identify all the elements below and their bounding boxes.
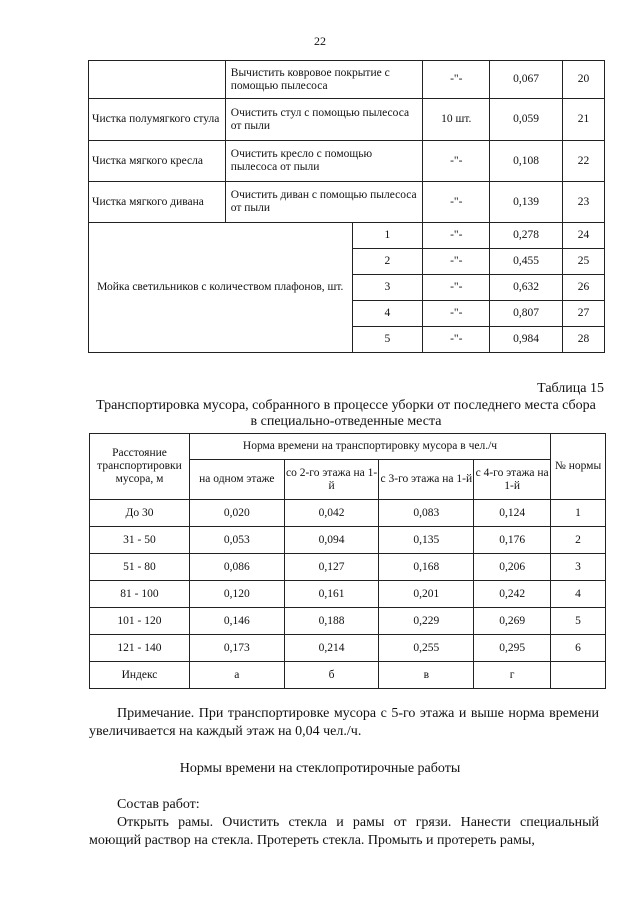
value-cell: 0,120: [189, 581, 284, 608]
table-row: [90, 608, 606, 635]
value-cell: 0,067: [490, 61, 563, 99]
norm-number-cell: 23: [563, 182, 605, 223]
value-cell: 0,053: [189, 527, 284, 554]
value-cell: 0,455: [490, 249, 563, 275]
unit-cell: 10 шт.: [423, 99, 490, 141]
value-cell: 0,124: [474, 500, 551, 527]
index-cell: б: [284, 662, 379, 689]
unit-cell: -"-: [423, 327, 490, 353]
composition-text: Открыть рамы. Очистить стекла и рамы от грязи. Нанести специальный моющий раствор на стекла. Протереть стекла. Промыть и протереть рамы,: [89, 815, 599, 848]
value-cell: 0,083: [379, 500, 474, 527]
table-row: [90, 554, 606, 581]
value-cell: 0,173: [189, 635, 284, 662]
norm-number-cell: 26: [563, 275, 605, 301]
distance-cell: 121 - 140: [90, 635, 190, 662]
value-cell: 0,214: [284, 635, 379, 662]
count-cell: 5: [352, 327, 423, 353]
index-row: [90, 662, 606, 689]
index-cell: в: [379, 662, 474, 689]
work-cell: [89, 61, 226, 99]
table-row: [90, 500, 606, 527]
table-row: [89, 223, 605, 249]
distance-cell: До 30: [90, 500, 190, 527]
distance-cell: 101 - 120: [90, 608, 190, 635]
work-cell: Чистка мягкого кресла: [89, 141, 226, 182]
operation-cell: Очистить кресло с помощью пылесоса от пыли: [225, 141, 423, 182]
norm-number-cell: 28: [563, 327, 605, 353]
operation-cell: Очистить диван с помощью пылесоса от пыли: [225, 182, 423, 223]
unit-cell: -"-: [423, 182, 490, 223]
index-cell: г: [474, 662, 551, 689]
work-composition: [89, 796, 599, 850]
unit-cell: -"-: [423, 275, 490, 301]
index-cell: а: [189, 662, 284, 689]
table-row: [90, 527, 606, 554]
value-cell: 0,168: [379, 554, 474, 581]
value-cell: 0,206: [474, 554, 551, 581]
composition-title: Состав работ:: [117, 797, 200, 812]
value-cell: 0,139: [490, 182, 563, 223]
table15-title: Транспортировка мусора, собранного в процессе уборки от последнего места сбора в специально-отведенные места: [96, 398, 596, 429]
unit-cell: -"-: [423, 249, 490, 275]
section-title: Нормы времени на стеклопротирочные работы: [179, 761, 461, 776]
garbage-transport-table: [89, 433, 606, 689]
norm-number-cell: 1: [551, 500, 606, 527]
index-label: Индекс: [90, 662, 190, 689]
value-cell: 0,042: [284, 500, 379, 527]
count-cell: 3: [352, 275, 423, 301]
count-cell: 1: [352, 223, 423, 249]
value-cell: 0,269: [474, 608, 551, 635]
value-cell: 0,108: [490, 141, 563, 182]
table-row: [89, 61, 605, 99]
norm-number-cell: 21: [563, 99, 605, 141]
norm-number-cell: 4: [551, 581, 606, 608]
value-cell: 0,295: [474, 635, 551, 662]
header-row: [90, 434, 606, 460]
distance-header: Расстояние транспортировки мусора, м: [90, 434, 190, 500]
note-text: Примечание. При транспортировке мусора с 5-го этажа и выше норма времени увеличивается на каждый этаж на 0,04 чел./ч.: [89, 706, 599, 739]
table-row: [89, 182, 605, 223]
subheader-cell: с 4-го этажа на 1-й: [474, 460, 551, 500]
subheader-cell: с 3-го этажа на 1-й: [379, 460, 474, 500]
norm-header: Норма времени на транспортировку мусора в чел./ч: [189, 434, 550, 460]
operation-cell: Очистить стул с помощью пылесоса от пыли: [225, 99, 423, 141]
value-cell: 0,229: [379, 608, 474, 635]
distance-cell: 31 - 50: [90, 527, 190, 554]
distance-cell: 81 - 100: [90, 581, 190, 608]
operation-cell: Вычистить ковровое покрытие с помощью пылесоса: [225, 61, 423, 99]
unit-cell: -"-: [423, 223, 490, 249]
count-cell: 4: [352, 301, 423, 327]
value-cell: 0,255: [379, 635, 474, 662]
value-cell: 0,201: [379, 581, 474, 608]
value-cell: 0,632: [490, 275, 563, 301]
norm-number-cell: 27: [563, 301, 605, 327]
index-cell-empty: [551, 662, 606, 689]
table15-label: Таблица 15: [537, 381, 604, 396]
value-cell: 0,094: [284, 527, 379, 554]
table-row: [90, 581, 606, 608]
norm-number-cell: 5: [551, 608, 606, 635]
lamp-washing-cell: Мойка светильников с количеством плафонов, шт.: [89, 223, 353, 353]
unit-cell: -"-: [423, 141, 490, 182]
norm-number-cell: 6: [551, 635, 606, 662]
value-cell: 0,146: [189, 608, 284, 635]
note: [89, 705, 599, 741]
value-cell: 0,176: [474, 527, 551, 554]
value-cell: 0,807: [490, 301, 563, 327]
value-cell: 0,242: [474, 581, 551, 608]
work-cell: Чистка полумягкого стула: [89, 99, 226, 141]
table-row: [89, 141, 605, 182]
count-cell: 2: [352, 249, 423, 275]
norm-number-cell: 3: [551, 554, 606, 581]
value-cell: 0,278: [490, 223, 563, 249]
norm-number-cell: 20: [563, 61, 605, 99]
value-cell: 0,984: [490, 327, 563, 353]
norm-number-cell: 22: [563, 141, 605, 182]
norm-number-cell: 25: [563, 249, 605, 275]
norm-number-header: № нормы: [551, 434, 606, 500]
subheader-cell: со 2-го этажа на 1-й: [284, 460, 379, 500]
value-cell: 0,127: [284, 554, 379, 581]
table-row: [90, 635, 606, 662]
norm-number-cell: 2: [551, 527, 606, 554]
value-cell: 0,059: [490, 99, 563, 141]
unit-cell: -"-: [423, 301, 490, 327]
value-cell: 0,135: [379, 527, 474, 554]
value-cell: 0,020: [189, 500, 284, 527]
table-row: [89, 99, 605, 141]
work-cell: Чистка мягкого дивана: [89, 182, 226, 223]
work-norms-table: [88, 60, 605, 353]
value-cell: 0,188: [284, 608, 379, 635]
value-cell: 0,086: [189, 554, 284, 581]
subheader-cell: на одном этаже: [189, 460, 284, 500]
norm-number-cell: 24: [563, 223, 605, 249]
page-number: 22: [314, 34, 326, 48]
distance-cell: 51 - 80: [90, 554, 190, 581]
unit-cell: -"-: [423, 61, 490, 99]
value-cell: 0,161: [284, 581, 379, 608]
